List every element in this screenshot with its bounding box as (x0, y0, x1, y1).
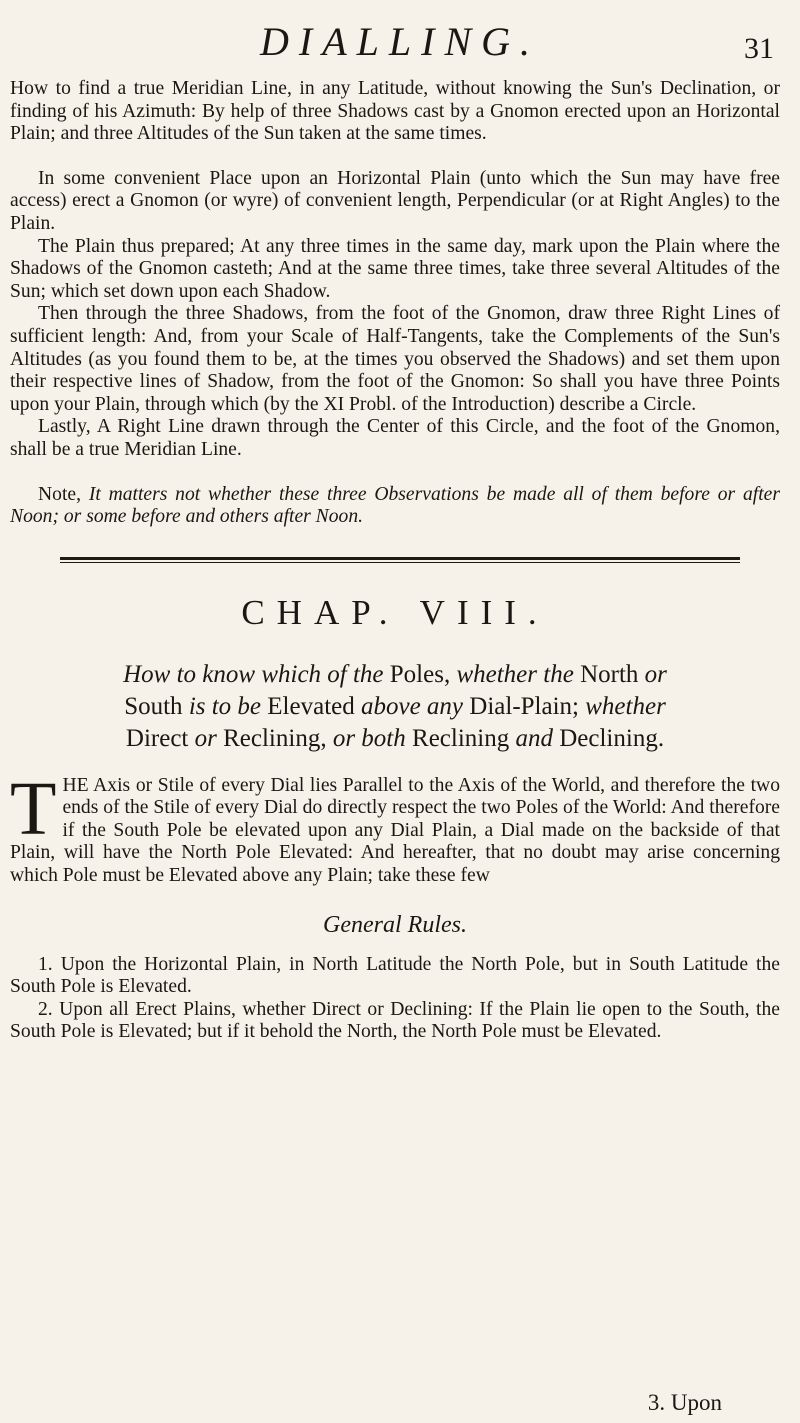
chapter-title-text: Reclining (412, 724, 510, 752)
chapter-title-text: and (515, 724, 553, 752)
drop-cap: T (10, 766, 57, 851)
chapter-title-text: Reclining, (223, 724, 327, 752)
rule-horizontal-plain: 1. Upon the Horizontal Plain, in North Latitude the North Pole, but in South Latitude the South Pole is Elevated. (10, 953, 780, 998)
paragraph-meridian-intro: How to find a true Meridian Line, in any Latitude, without knowing the Sun's Declination, or finding of his Azimuth: By help of three Shadows cast by a Gnomon erected upon an Horizontal Plain; and three Altitudes of the Sun taken at the same times. (10, 78, 780, 145)
chapter-title-text: or (644, 660, 667, 688)
chapter-title-text: Declining. (559, 724, 665, 752)
paragraph-meridian-line: Lastly, A Right Line drawn through the Center of this Circle, and the foot of the Gnomon, shall be a true Meridian Line. (10, 416, 780, 460)
paragraph-draw-lines: Then through the three Shadows, from the foot of the Gnomon, draw three Right Lines of sufficient length: And, from your Scale of Half-Tangents, take the Complements of the Sun's Altitudes (as you found them to be, at the times you observed the Shadows) and set them upon their respective lines of Shadow, from the foot of the Gnomon: So shall you have three Points upon your Plain, through which (by the XI Probl. of the Introduction) describe a Circle. (10, 303, 780, 415)
catchword: 3. Upon (647, 1390, 722, 1415)
chapter-title-text: South (124, 692, 183, 720)
section-divider (60, 557, 740, 563)
chapter-title-text: whether the (456, 660, 574, 688)
chapter-title-text: Dial-Plain; (469, 692, 579, 720)
chapter-heading: CHAP. VIII. (241, 592, 549, 632)
chapter-title-text: Direct (125, 724, 189, 752)
page-header (0, 18, 800, 68)
chapter-title-text: or both (332, 724, 406, 752)
chapter-title-text: Poles, (389, 660, 451, 688)
chapter-title-text: is to be (188, 692, 262, 720)
paragraph-erect-gnomon: In some convenient Place upon an Horizontal Plain (unto which the Sun may have free access) erect a Gnomon (or wyre) of convenient length, Perpendicular (or at Right Angles) to the Plain. (10, 167, 780, 234)
chapter-title-text: North (580, 660, 639, 688)
page-body (10, 78, 780, 1044)
note-paragraph (10, 484, 780, 529)
chapter-title-text: or (194, 724, 217, 752)
running-title: DIALLING. (259, 19, 541, 64)
chapter-opening (10, 766, 780, 888)
general-rules-heading: General Rules. (323, 911, 467, 938)
paragraph-axis-stile: HE Axis or Stile of every Dial lies Parallel to the Axis of the World, and therefore the two ends of the Stile of every Dial do directly respect the two Poles of the World: And therefore if the South Pole be elevated upon any Dial Plain, a Dial made on the backside of that Plain, will have the North Pole Elevated: And hereafter, that no doubt may arise concerning which Pole must be Elevated above any Plain; take these few (10, 774, 780, 887)
chapter-title-text: Elevated (267, 692, 355, 720)
chapter-title-text: How to know which of the (123, 660, 384, 688)
note-text: It matters not whether these three Observations be made all of them before or after Noon; or some before and others after Noon. (10, 483, 780, 528)
chapter-title-text: above any (360, 692, 464, 720)
chapter-title-text: whether (585, 692, 666, 720)
rule-erect-plains: 2. Upon all Erect Plains, whether Direct or Declining: If the Plain lie open to the South, the South Pole is Elevated; but if it behold the North, the North Pole must be Elevated. (10, 998, 780, 1043)
chapter-title (10, 659, 780, 755)
note-label: Note, (38, 483, 81, 505)
page-number: 31 (744, 32, 774, 65)
paragraph-mark-shadows: The Plain thus prepared; At any three times in the same day, mark upon the Plain where the Shadows of the Gnomon casteth; And at the same three times, take three several Altitudes of the Sun; which set down upon each Shadow. (10, 235, 780, 302)
